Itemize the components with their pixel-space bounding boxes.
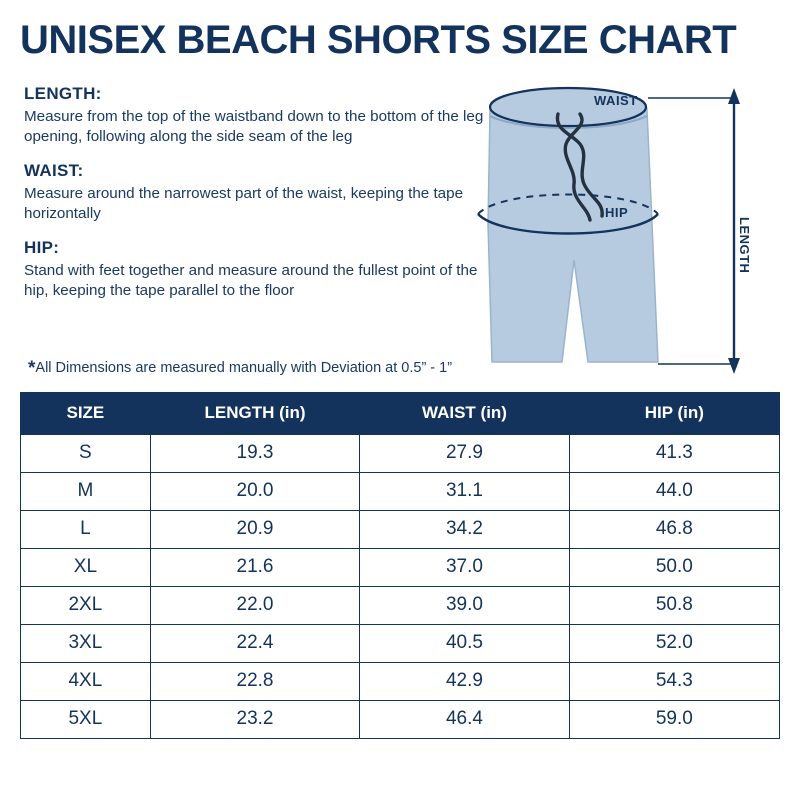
cell-size: 3XL	[21, 625, 151, 663]
cell-waist: 34.2	[360, 511, 569, 549]
definition-length	[24, 84, 494, 147]
cell-size: XL	[21, 549, 151, 587]
cell-hip: 41.3	[569, 435, 779, 473]
column-header-size: SIZE	[21, 393, 151, 435]
column-header-hip: HIP (in)	[569, 393, 779, 435]
waist-label: WAIST	[594, 93, 638, 108]
definition-hip	[24, 238, 494, 301]
table-row	[21, 663, 780, 701]
hip-label: HIP	[605, 205, 629, 220]
size-chart-table	[20, 392, 780, 739]
cell-length: 21.6	[150, 549, 359, 587]
note-text: All Dimensions are measured manually with Deviation at 0.5” - 1”	[35, 360, 453, 376]
cell-length: 20.0	[150, 473, 359, 511]
cell-hip: 46.8	[569, 511, 779, 549]
shorts-body	[488, 88, 658, 362]
cell-size: 4XL	[21, 663, 151, 701]
cell-hip: 50.0	[569, 549, 779, 587]
cell-waist: 37.0	[360, 549, 569, 587]
definition-text: Measure around the narrowest part of the waist, keeping the tape horizontally	[24, 185, 464, 223]
length-arrow-head-top	[728, 88, 740, 104]
asterisk-icon: *	[28, 358, 36, 379]
table-row	[21, 625, 780, 663]
cell-hip: 52.0	[569, 625, 779, 663]
cell-size: M	[21, 473, 151, 511]
table-header-row	[21, 393, 780, 435]
definition-term: LENGTH:	[24, 84, 102, 103]
cell-length: 19.3	[150, 435, 359, 473]
column-header-length: LENGTH (in)	[150, 393, 359, 435]
table-row	[21, 549, 780, 587]
definitions-list	[24, 84, 494, 315]
definition-waist	[24, 161, 494, 224]
length-arrow-head-bottom	[728, 358, 740, 374]
cell-waist: 42.9	[360, 663, 569, 701]
cell-hip: 44.0	[569, 473, 779, 511]
cell-length: 20.9	[150, 511, 359, 549]
table-row	[21, 473, 780, 511]
table-row	[21, 435, 780, 473]
cell-waist: 31.1	[360, 473, 569, 511]
cell-size: L	[21, 511, 151, 549]
cell-waist: 27.9	[360, 435, 569, 473]
cell-waist: 46.4	[360, 701, 569, 739]
cell-hip: 50.8	[569, 587, 779, 625]
column-header-waist: WAIST (in)	[360, 393, 569, 435]
cell-length: 22.8	[150, 663, 359, 701]
definition-text: Stand with feet together and measure around the fullest point of the hip, keeping the tape parallel to the floor	[24, 262, 478, 300]
measurement-note	[28, 358, 452, 380]
cell-size: 2XL	[21, 587, 151, 625]
cell-length: 22.0	[150, 587, 359, 625]
cell-hip: 59.0	[569, 701, 779, 739]
cell-hip: 54.3	[569, 663, 779, 701]
cell-length: 23.2	[150, 701, 359, 739]
shorts-illustration	[462, 74, 787, 374]
definition-text: Measure from the top of the waistband down to the bottom of the leg opening, following along the side seam of the leg	[24, 108, 484, 146]
table-row	[21, 701, 780, 739]
cell-size: 5XL	[21, 701, 151, 739]
definition-term: HIP:	[24, 238, 60, 258]
cell-waist: 40.5	[360, 625, 569, 663]
cell-waist: 39.0	[360, 587, 569, 625]
cell-size: S	[21, 435, 151, 473]
definition-term: WAIST:	[24, 161, 84, 181]
table-row	[21, 587, 780, 625]
table-row	[21, 511, 780, 549]
length-label: LENGTH	[737, 217, 752, 274]
page-title: UNISEX BEACH SHORTS SIZE CHART	[20, 18, 737, 62]
cell-length: 22.4	[150, 625, 359, 663]
